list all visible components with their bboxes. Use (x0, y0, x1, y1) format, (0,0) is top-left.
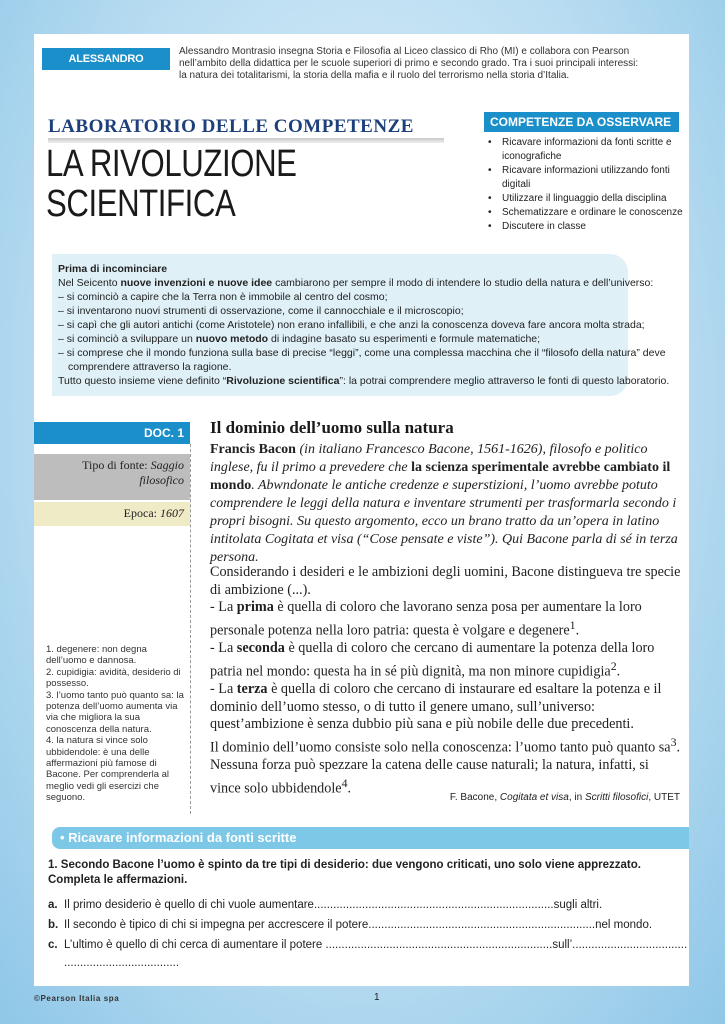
text: ”: la potrai comprendere meglio attraverso le fonti di questo laboratorio. (339, 375, 670, 387)
author-bio (179, 46, 649, 82)
list-item: • Schematizzare e ordinare le conoscenze (486, 206, 686, 220)
text-italic: Cogitata et visa (499, 792, 569, 803)
paragraph: Il dominio dell’uomo consiste solo nella conoscenza: l’uomo tanto può quanto $sa^3$. Nessuna forza può spezzare la catena delle cause naturali; la natura, infatti, si vince solo ubbidendole$^4$. (210, 734, 681, 797)
list-item: • Ricavare informazioni utilizzando fonti digitali (486, 164, 686, 192)
paragraph: - La prima è quella di coloro che lavorano senza posa per aumentare la loro personale potenza nella loro patria: questa è volgare e degenere$^1$. (210, 599, 642, 639)
page-title (46, 144, 390, 224)
blank[interactable]: ....................................................................... (368, 919, 596, 931)
competenze-list (486, 136, 686, 234)
answer-line[interactable] (48, 898, 678, 913)
text-bold: Rivoluzione scientifica (226, 375, 340, 387)
paragraph: - La seconda è quella di coloro che cercano di aumentare la potenza della loro patria nel mondo: questa ha in sé più dignità, ma non minore cupidigia$^2$. (210, 640, 655, 680)
list-item: • Utilizzare il linguaggio della disciplina (486, 192, 686, 206)
source-type-value: Saggio (150, 458, 184, 472)
author-bio-line: nell’ambito della didattica per le scuole superiori di primo e secondo grado. Tra i suoi principali interessi: (179, 58, 639, 69)
text: Nel Seicento (58, 277, 121, 289)
blank[interactable]: ....................................................................... (325, 939, 553, 951)
intro-line: – si inventarono nuovi strumenti di osservazione, come il cannocchiale e il microscopio; (58, 305, 464, 317)
intro-line: – si cominciò a capire che la Terra non è immobile al centro del cosmo; (58, 291, 388, 303)
footnote: 2. cupidigia: avidità, desiderio di possesso. (46, 666, 181, 690)
text: , UTET (648, 792, 680, 803)
text-bold: la scienza sperimentale avrebbe cambiato il mondo (210, 460, 671, 493)
text: sugli altri. (553, 899, 603, 911)
doc-badge: DOC. 1 (34, 422, 190, 444)
note-ref: 1 (569, 617, 576, 632)
text-bold: terza (236, 681, 268, 698)
list-item: • Ricavare informazioni da fonti scritte e iconografiche (486, 136, 686, 164)
intro-line (58, 332, 628, 346)
text: è quella di coloro che cercano di instaurare ed esaltare la potenza e il dominio dell’uomo stesso, o di tutto il genere umano, sull’universo: quest’ambizione è senza dubbio più sana e più nobile delle due precedenti. (210, 681, 662, 733)
source-type (34, 454, 190, 500)
page-number: 1 (374, 992, 380, 1003)
source-citation (234, 792, 680, 803)
text: – si cominciò a sviluppare un (58, 333, 196, 345)
text: L’ultimo è quello di chi cerca di aumentare il potere (64, 939, 326, 951)
author-bio-line: la natura dei totalitarismi, la storia della mafia e il ruolo del terrorismo nella storia d’Italia. (179, 70, 570, 81)
blank[interactable]: ........................................................................... (313, 899, 554, 911)
text: F. Bacone, (449, 792, 500, 803)
text-italic: Scritti filosofici (584, 792, 649, 803)
intro-line: comprendere attraverso la ragione. (68, 361, 232, 373)
note-ref: 2 (610, 658, 617, 673)
page-title-line: LA RIVOLUZIONE (46, 143, 297, 185)
text: è quella di coloro che cercano di aumentare la potenza della loro patria nel mondo: questa ha in sé più dignità, ma non minore cupidigia (210, 640, 655, 680)
doc-text (210, 564, 682, 798)
text: . Nessuna forza può spezzare la catena delle cause naturali; la natura, infatti, si vince solo ubbidendole (210, 739, 681, 797)
footnote: 4. la natura si vince solo ubbidendole: è una delle affermazioni più famose di Bacone. Per comprenderla al meglio vedi gli esercizi che seguono. (46, 735, 170, 804)
text: è quella di coloro che lavorano senza posa per aumentare la loro personale potenza nella loro patria: questa è volgare e degenere (210, 599, 642, 639)
epoch-value: 1607 (160, 506, 184, 520)
paragraph: Considerando i desideri e le ambizioni degli uomini, Bacone distingueva tre specie di ambizione (...). (210, 564, 681, 598)
page (34, 34, 689, 1003)
answer-key: b. (48, 919, 59, 931)
text: Il secondo è tipico di chi si impegna per accrescere il potere (64, 919, 369, 931)
text: Il primo desiderio è quello di chi vuole aumentare (64, 899, 314, 911)
source-type-label: Tipo di fonte: (82, 458, 151, 472)
text: Tutto questo insieme viene definito “ (58, 375, 227, 387)
competenze-heading: COMPETENZE DA OSSERVARE (484, 112, 679, 132)
author-bio-line: Alessandro Montrasio insegna Storia e Filosofia al Liceo classico di Rho (MI) e collabora con Pearson (179, 46, 630, 57)
blank[interactable]: .................................... (572, 939, 688, 951)
text: . Abwndonate le antiche credenze e superstizioni, l’uomo avrebbe potuto comprendere le leggi della natura e inventare strumenti per trasformarla secondo i propri bisogni. Su questo argomento, ecco un brano tratto da un’opera in latino intitolata Cogitata et visa (“Cose pensate e viste”). Qui Bacone parla di sé in terza persona. (210, 478, 678, 565)
text-bold: seconda (236, 640, 285, 657)
text: , in (568, 792, 585, 803)
note-ref: 3 (670, 734, 677, 749)
intro-box (52, 254, 670, 396)
source-type-value: filosofico (139, 473, 184, 487)
intro-line (58, 374, 670, 388)
text: cambiarono per sempre il modo di intendere lo studio della natura e dell’universo: (272, 277, 654, 289)
answer-key: a. (48, 899, 58, 911)
paragraph (210, 681, 682, 734)
exercise-section-bar: • Ricavare informazioni da fonti scritte (52, 827, 689, 849)
page-title-line: SCIENTIFICA (46, 183, 236, 225)
author-tag: ALESSANDRO MONTRASIO (42, 48, 170, 70)
divider (190, 444, 191, 814)
text-bold: nuovo metodo (195, 333, 269, 345)
intro-line: – si capì che gli autori antichi (come Aristotele) non erano infallibili, e che anzi la conoscenza doveva fare ancora molta strada; (58, 319, 645, 331)
answer-line[interactable] (48, 918, 678, 933)
text: - La (210, 640, 237, 657)
text: sull’ (552, 939, 573, 951)
footnote: 3. l’uomo tanto può quanto sa: la potenza dell’uomo aumenta via via che migliora la sua conoscenza della natura. (46, 689, 184, 735)
text: - La (210, 681, 237, 698)
text-bold: prima (236, 599, 274, 616)
answer-key: c. (48, 939, 58, 951)
text: di indagine basato su esperimenti e formule matematiche; (268, 333, 541, 345)
footnotes (46, 644, 186, 804)
text-bold: Francis Bacon (210, 442, 296, 457)
epoch (34, 502, 190, 526)
doc-intro (210, 441, 680, 567)
epoch-label: Epoca: (123, 506, 160, 520)
footnote: 1. degenere: non degna dell’uomo e dannosa. (46, 644, 147, 667)
text-bold: nuove invenzioni e nuove idee (120, 277, 273, 289)
text: (in italiano Francesco Bacone, 1561-1626), filosofo e politico inglese, fu il primo a prevedere che (210, 442, 648, 475)
text: - La (210, 599, 237, 616)
text: Il dominio dell’uomo consiste solo nella conoscenza: l’uomo tanto può quanto sa (210, 739, 671, 756)
copyright: ©Pearson Italia spa (34, 994, 120, 1003)
intro-heading: Prima di incominciare (58, 263, 168, 275)
answer-line[interactable] (48, 938, 688, 953)
doc-title: Il dominio dell’uomo sulla natura (210, 418, 454, 437)
question: 1. Secondo Bacone l’uomo è spinto da tre tipi di desiderio: due vengono criticati, uno solo viene apprezzato. Completa le affermazioni. (48, 859, 641, 886)
note-ref: 4 (341, 775, 348, 790)
text: nel mondo. (595, 919, 653, 931)
blank[interactable]: .................................... (64, 957, 180, 969)
intro-line (58, 276, 654, 290)
intro-line: – si comprese che il mondo funziona sulla base di precise “leggi”, come una complessa macchina che il “filosofo della natura” deve (58, 347, 666, 359)
lab-title: LABORATORIO DELLE COMPETENZE (48, 116, 414, 137)
list-item: • Discutere in classe (486, 220, 686, 234)
